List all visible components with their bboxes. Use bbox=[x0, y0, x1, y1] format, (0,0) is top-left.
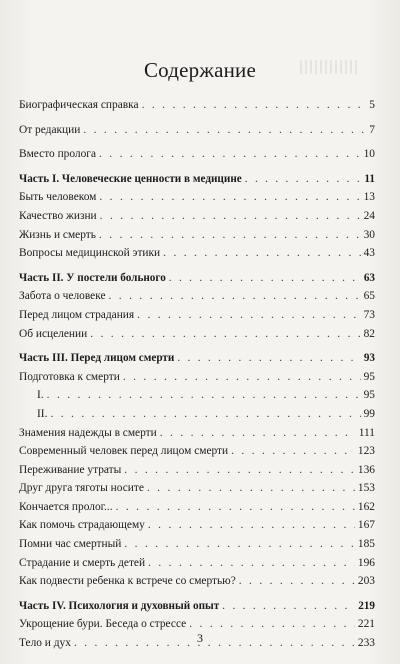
toc-entry-page: 185 bbox=[357, 538, 375, 551]
toc-entry-page: 10 bbox=[363, 148, 375, 161]
toc-entry bbox=[19, 244, 375, 263]
toc-entry-page: 73 bbox=[363, 308, 375, 321]
toc-subentry bbox=[19, 405, 375, 424]
page-title: Содержание bbox=[143, 58, 257, 82]
dot-leader bbox=[116, 498, 355, 517]
toc-part-heading bbox=[19, 349, 375, 368]
dot-leader bbox=[124, 535, 355, 554]
toc-entry-page: 24 bbox=[363, 209, 375, 222]
toc-entry bbox=[19, 498, 375, 517]
toc-entry-title: Об исцелении bbox=[19, 327, 88, 340]
toc-entry-page: 136 bbox=[357, 463, 375, 476]
toc-entry-title: Как помочь страдающему bbox=[19, 519, 145, 532]
toc-part-heading bbox=[19, 269, 375, 288]
dot-leader bbox=[142, 96, 367, 115]
dot-leader bbox=[231, 442, 355, 461]
toc-entry-title: Быть человеком bbox=[19, 191, 97, 204]
toc-entry-page: 43 bbox=[363, 247, 375, 260]
toc-entry-title: Часть II. У постели больного bbox=[19, 271, 166, 284]
toc-entry bbox=[19, 96, 375, 115]
toc-entry-title: Друг друга тяготы носите bbox=[19, 482, 144, 495]
toc-entry-title: Вместо пролога bbox=[19, 148, 97, 161]
toc-entry-title: Качество жизни bbox=[19, 209, 97, 222]
toc-entry-title: Тело и дух bbox=[19, 637, 71, 650]
toc-entry-page: 221 bbox=[357, 618, 375, 631]
toc-entry-page: 219 bbox=[358, 599, 375, 612]
dot-leader bbox=[50, 405, 360, 424]
dot-leader bbox=[109, 287, 361, 306]
toc-entry-title: Переживание утраты bbox=[19, 463, 122, 476]
toc-part-heading bbox=[19, 170, 375, 189]
table-of-contents bbox=[19, 96, 375, 653]
toc-entry-title: Как подвести ребенка к встрече со смертью? bbox=[19, 575, 236, 588]
dot-leader bbox=[160, 424, 356, 443]
toc-entry bbox=[19, 287, 375, 306]
toc-entry-page: 99 bbox=[363, 407, 375, 420]
toc-entry-title: Забота о человеке bbox=[19, 290, 106, 303]
toc-entry-page: 167 bbox=[357, 519, 375, 532]
toc-entry-title: Помни час смертный bbox=[19, 538, 122, 551]
toc-entry-title: Вопросы медицинской этики bbox=[19, 247, 161, 260]
dot-leader bbox=[123, 368, 361, 387]
toc-entry bbox=[19, 145, 375, 164]
toc-entry-title: Жизнь и смерть bbox=[19, 228, 96, 241]
toc-entry-title: Часть I. Человеческие ценности в медицине bbox=[19, 172, 242, 185]
toc-entry-page: 203 bbox=[357, 575, 375, 588]
dot-leader bbox=[83, 121, 366, 140]
toc-entry-page: 13 bbox=[363, 191, 375, 204]
dot-leader bbox=[124, 461, 355, 480]
dot-leader bbox=[222, 597, 355, 616]
toc-entry-page: 63 bbox=[363, 271, 375, 284]
toc-entry-page: 93 bbox=[363, 352, 375, 365]
toc-entry-page: 95 bbox=[363, 389, 375, 402]
dot-leader bbox=[99, 145, 361, 164]
page-number: 3 bbox=[197, 631, 203, 645]
toc-entry-page: 5 bbox=[369, 99, 375, 111]
toc-entry-page: 95 bbox=[363, 370, 375, 383]
toc-entry-page: 196 bbox=[357, 556, 375, 569]
toc-entry-page: 233 bbox=[357, 637, 375, 650]
toc-entry-page: 111 bbox=[358, 426, 375, 439]
toc-entry bbox=[19, 325, 375, 344]
dot-leader bbox=[47, 386, 361, 405]
toc-entry-title: Знамения надежды в смерти bbox=[19, 426, 157, 439]
toc-part-heading bbox=[19, 597, 375, 616]
toc-entry-page: 30 bbox=[363, 228, 375, 241]
toc-entry-page: 11 bbox=[364, 172, 375, 185]
dot-leader bbox=[169, 269, 361, 288]
toc-entry bbox=[19, 479, 375, 498]
toc-entry bbox=[19, 572, 375, 591]
toc-entry-title: Перед лицом страдания bbox=[19, 308, 135, 321]
dot-leader bbox=[99, 188, 360, 207]
toc-entry bbox=[19, 535, 375, 554]
toc-subentry bbox=[19, 386, 375, 405]
dot-leader bbox=[147, 479, 355, 498]
toc-entry-title: Подготовка к смерти bbox=[19, 370, 120, 383]
toc-entry-title: Биографическая справка bbox=[19, 99, 139, 111]
toc-entry-title: Современный человек перед лицом смерти bbox=[19, 445, 229, 458]
toc-entry-title: Кончается пролог... bbox=[19, 500, 113, 513]
toc-entry bbox=[19, 424, 375, 443]
dot-leader bbox=[137, 306, 360, 325]
toc-entry-title: I. bbox=[37, 389, 44, 402]
toc-entry-title: Часть III. Перед лицом смерти bbox=[19, 352, 175, 365]
toc-entry-title: Страдание и смерть детей bbox=[19, 556, 146, 569]
toc-entry bbox=[19, 207, 375, 226]
dot-leader bbox=[177, 349, 360, 368]
dot-leader bbox=[148, 516, 355, 535]
toc-entry-page: 153 bbox=[357, 482, 375, 495]
toc-entry-title: II. bbox=[37, 407, 48, 420]
toc-entry bbox=[19, 121, 375, 140]
toc-entry bbox=[19, 368, 375, 387]
toc-entry-page: 82 bbox=[363, 327, 375, 340]
toc-entry bbox=[19, 188, 375, 207]
toc-entry bbox=[19, 226, 375, 245]
toc-entry-page: 162 bbox=[357, 500, 375, 513]
dot-leader bbox=[90, 325, 360, 344]
dot-leader bbox=[100, 207, 361, 226]
dot-leader bbox=[99, 226, 361, 245]
dot-leader bbox=[239, 572, 355, 591]
toc-entry bbox=[19, 442, 375, 461]
toc-entry-page: 123 bbox=[357, 445, 375, 458]
toc-entry-title: Часть IV. Психология и духовный опыт bbox=[19, 599, 220, 612]
toc-entry-page: 65 bbox=[363, 290, 375, 303]
dot-leader bbox=[245, 170, 362, 189]
dot-leader bbox=[148, 554, 355, 573]
dot-leader bbox=[163, 244, 360, 263]
toc-entry bbox=[19, 461, 375, 480]
toc-entry bbox=[19, 554, 375, 573]
toc-entry bbox=[19, 306, 375, 325]
toc-entry-title: От редакции bbox=[19, 123, 81, 136]
toc-entry-title: Укрощение бури. Беседа о стрессе bbox=[19, 618, 187, 631]
toc-entry-page: 7 bbox=[369, 123, 375, 136]
toc-entry bbox=[19, 516, 375, 535]
